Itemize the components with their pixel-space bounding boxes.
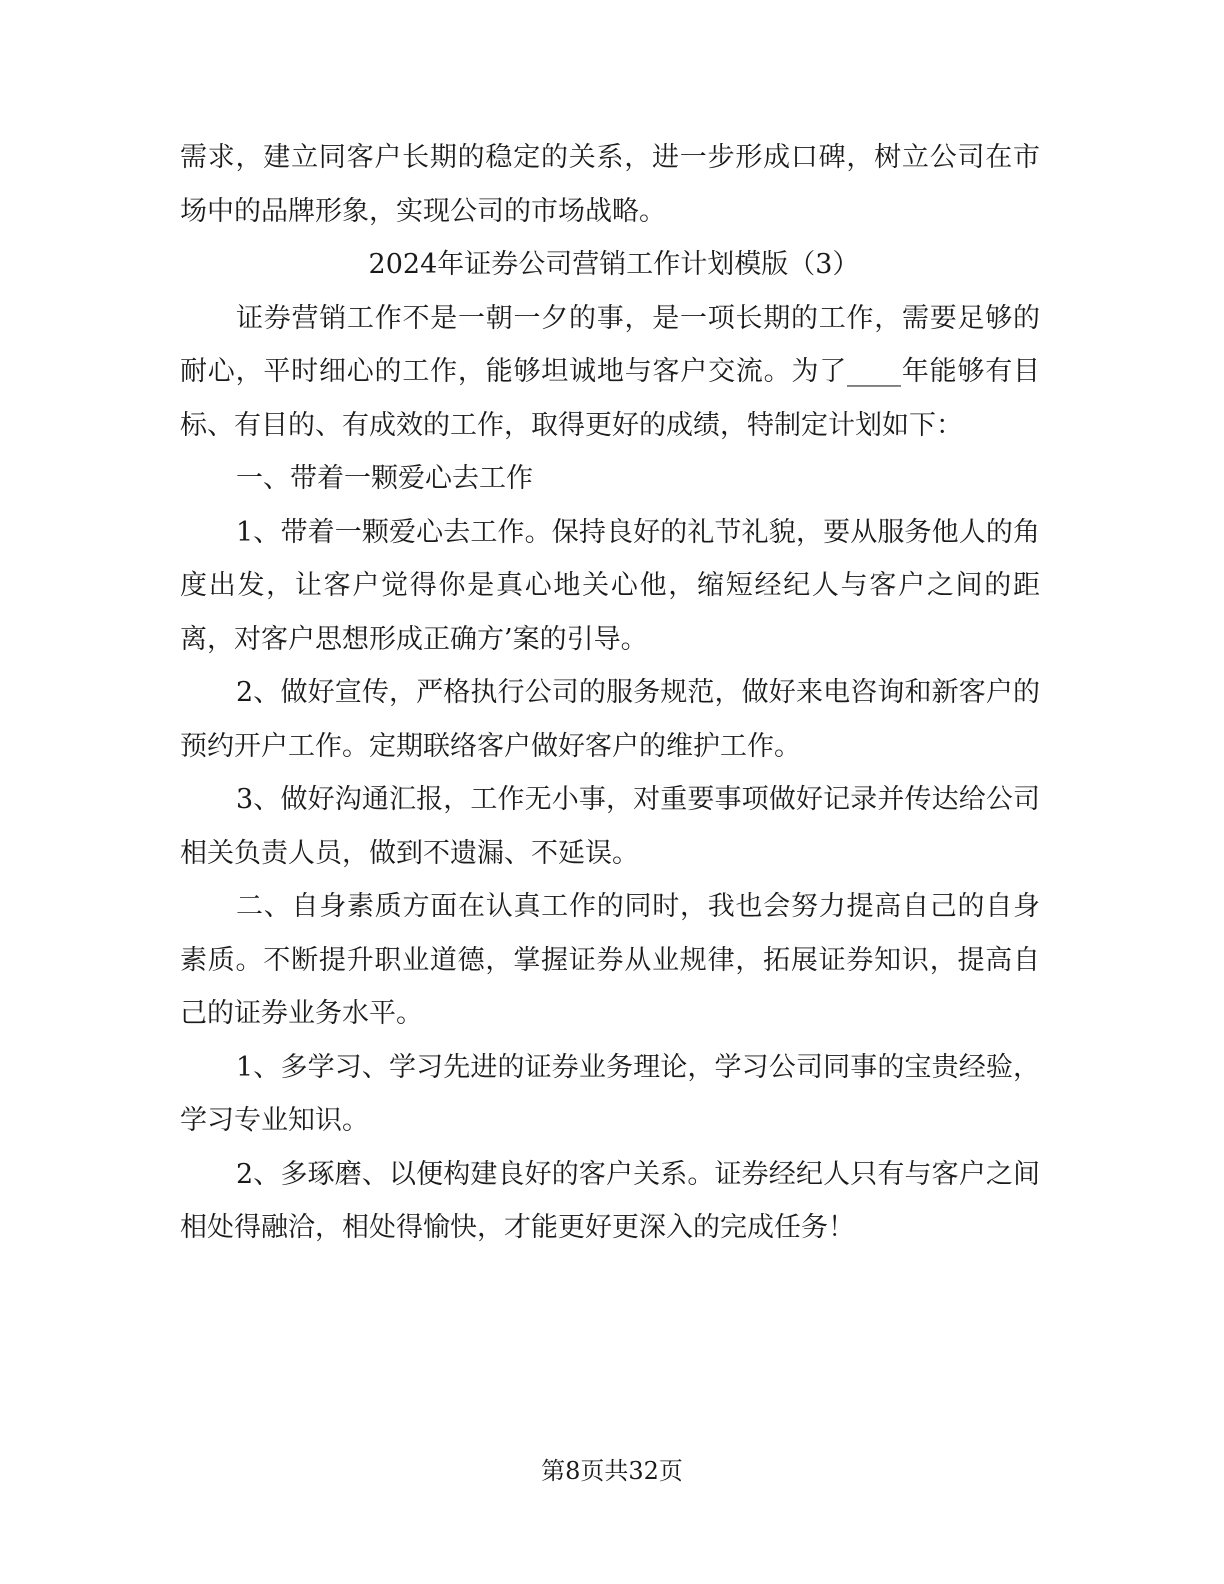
document-body (180, 131, 1040, 1255)
paragraph-item-2: 2、做好宣传，严格执行公司的服务规范，做好来电咨询和新客户的预约开户工作。定期联络客户做好客户的维护工作。 (180, 677, 1040, 762)
heading-section-one: 一、带着一颗爱心去工作 (236, 463, 533, 494)
paragraph-intro: 证券营销工作不是一朝一夕的事，是一项长期的工作，需要足够的耐心，平时细心的工作，能够坦诚地与客户交流。为了____年能够有目标、有目的、有成效的工作，取得更好的成绩，特制定计划如下： (180, 302, 1040, 441)
paragraph-item-3: 3、做好沟通汇报，工作无小事，对重要事项做好记录并传达给公司相关负责人员，做到不遗漏、不延误。 (180, 784, 1040, 869)
paragraph-item-2-1: 1、多学习、学习先进的证券业务理论，学习公司同事的宝贵经验，学习专业知识。 (180, 1051, 1040, 1136)
page-number: 第8页共32页 (541, 1457, 683, 1485)
paragraph-continuation: 需求，建立同客户长期的稳定的关系，进一步形成口碑，树立公司在市场中的品牌形象，实现公司的市场战略。 (180, 142, 1040, 227)
section-title: 2024年证券公司营销工作计划模版（3） (368, 249, 860, 280)
paragraph-item-1: 1、带着一颗爱心去工作。保持良好的礼节礼貌，要从服务他人的角度出发，让客户觉得你是真心地关心他，缩短经纪人与客户之间的距离，对客户思想形成正确方’案的引导。 (180, 516, 1040, 655)
heading-section-two: 二、自身素质方面在认真工作的同时，我也会努力提高自己的自身素质。不断提升职业道德，掌握证券从业规律，拓展证券知识，提高自己的证券业务水平。 (180, 891, 1040, 1029)
paragraph-item-2-2: 2、多琢磨、以便构建良好的客户关系。证券经纪人只有与客户之间相处得融洽，相处得愉快，才能更好更深入的完成任务！ (180, 1158, 1040, 1243)
